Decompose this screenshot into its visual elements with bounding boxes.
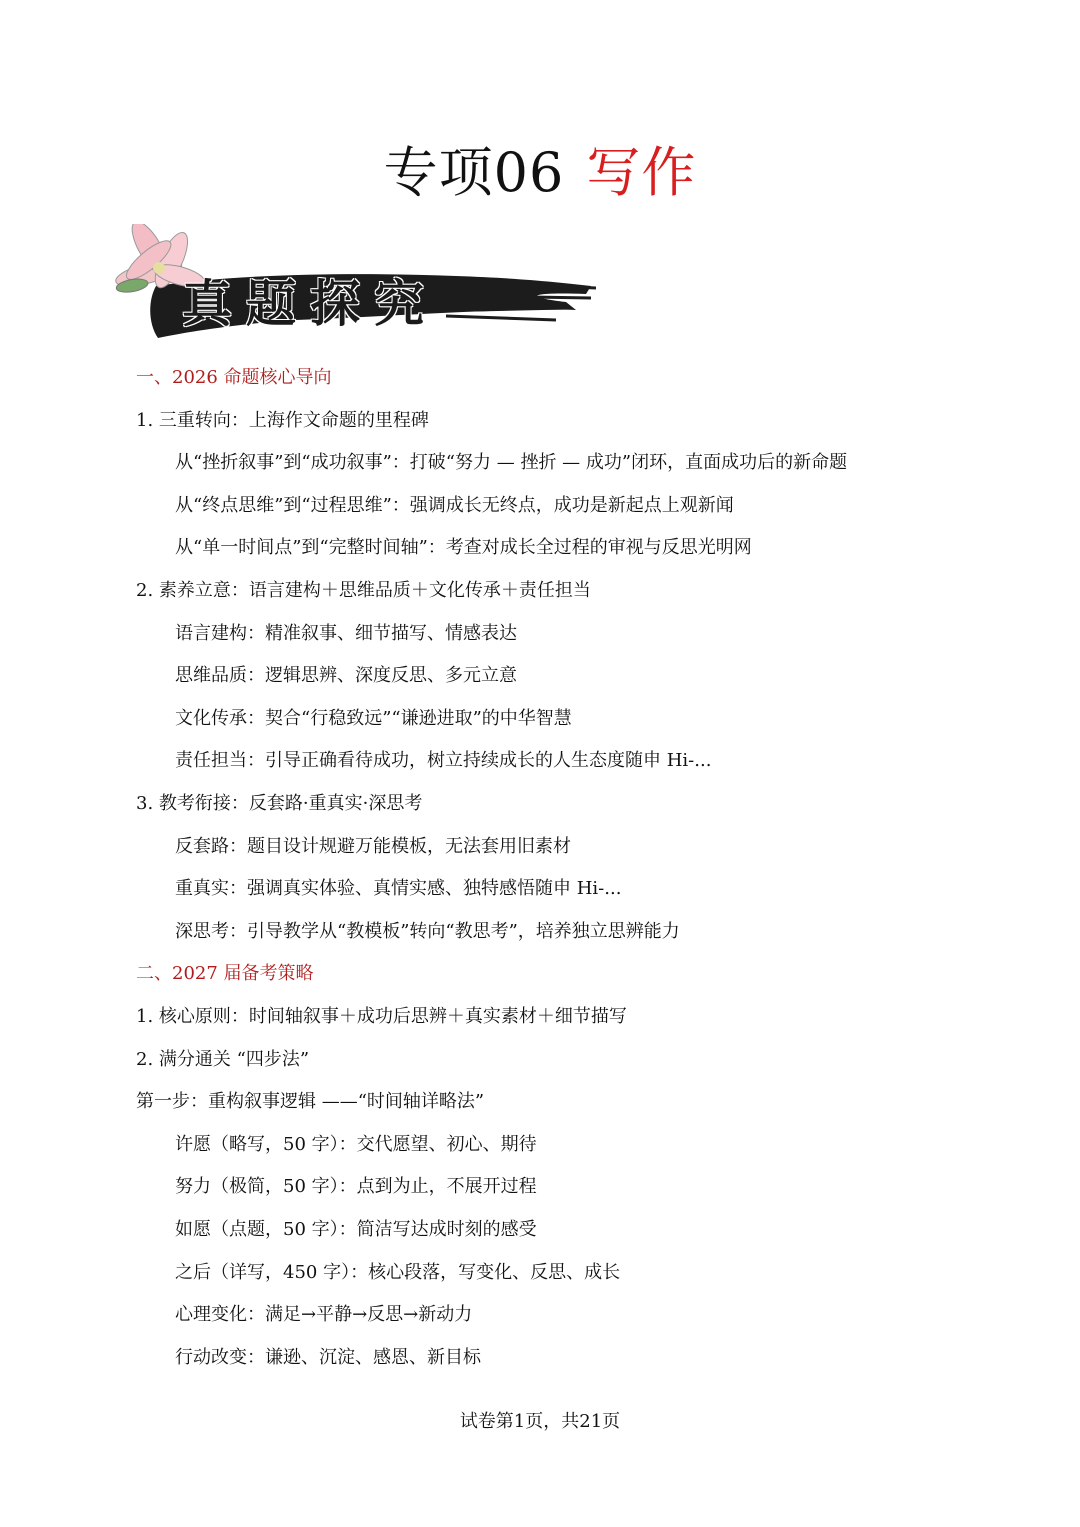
list-item: 思维品质：逻辑思辨、深度反思、多元立意: [175, 665, 517, 687]
list-item: 文化传承：契合“行稳致远”“谦逊进取”的中华智慧: [175, 707, 572, 729]
list-item: 责任担当：引导正确看待成功，树立持续成长的人生态度随申 Hi-...: [175, 750, 712, 772]
page-footer: 试卷第1页，共21页: [459, 1411, 621, 1432]
list-item: 如愿（点题，50 字）：简洁写达成时刻的感受: [175, 1219, 537, 1240]
list-item: 努力（极简，50 字）：点到为止，不展开过程: [175, 1176, 537, 1198]
list-item: 重真实：强调真实体验、真情实感、独特感悟随申 Hi-...: [175, 878, 622, 900]
list-item: 心理变化：满足→平静→反思→新动力: [175, 1304, 473, 1326]
list-item: 深思考：引导教学从“教模板”转向“教思考”，培养独立思辨能力: [175, 920, 680, 942]
page-title: [0, 138, 1080, 208]
list-item: 语言建构：精准叙事、细节描写、情感表达: [175, 622, 517, 644]
list-item: 行动改变：谦逊、沉淀、感恩、新目标: [175, 1346, 481, 1368]
list-heading: 第一步：重构叙事逻辑 ——“时间轴详略法”: [136, 1091, 485, 1113]
banner-title: 真题探究: [182, 275, 438, 333]
list-item: 从“单一时间点”到“完整时间轴”：考查对成长全过程的审视与反思光明网: [175, 537, 752, 559]
list-item: 从“挫折叙事”到“成功叙事”：打破“努力 — 挫折 — 成功”闭环，直面成功后的新命题: [175, 452, 848, 474]
list-heading: 1. 核心原则：时间轴叙事＋成功后思辨＋真实素材＋细节描写: [136, 1006, 627, 1027]
section-heading: 一、2026 命题核心导向: [136, 367, 332, 388]
list-heading: 2. 满分通关 “四步法”: [136, 1048, 310, 1070]
list-item: 从“终点思维”到“过程思维”：强调成长无终点，成功是新起点上观新闻: [175, 494, 734, 516]
list-heading: 3. 教考衔接：反套路·重真实·深思考: [136, 793, 423, 814]
list-heading: 1. 三重转向：上海作文命题的里程碑: [136, 409, 429, 431]
title-highlight: 写作: [586, 141, 697, 204]
list-item: 许愿（略写，50 字）：交代愿望、初心、期待: [175, 1133, 537, 1155]
section-heading: 二、2027 届备考策略: [136, 963, 314, 985]
list-item: 反套路：题目设计规避万能模板，无法套用旧素材: [175, 835, 571, 857]
list-heading: 2. 素养立意：语言建构＋思维品质＋文化传承＋责任担当: [136, 580, 591, 601]
title-main: 专项06: [383, 141, 565, 204]
list-item: 之后（详写，450 字）：核心段落，写变化、反思、成长: [175, 1261, 621, 1283]
